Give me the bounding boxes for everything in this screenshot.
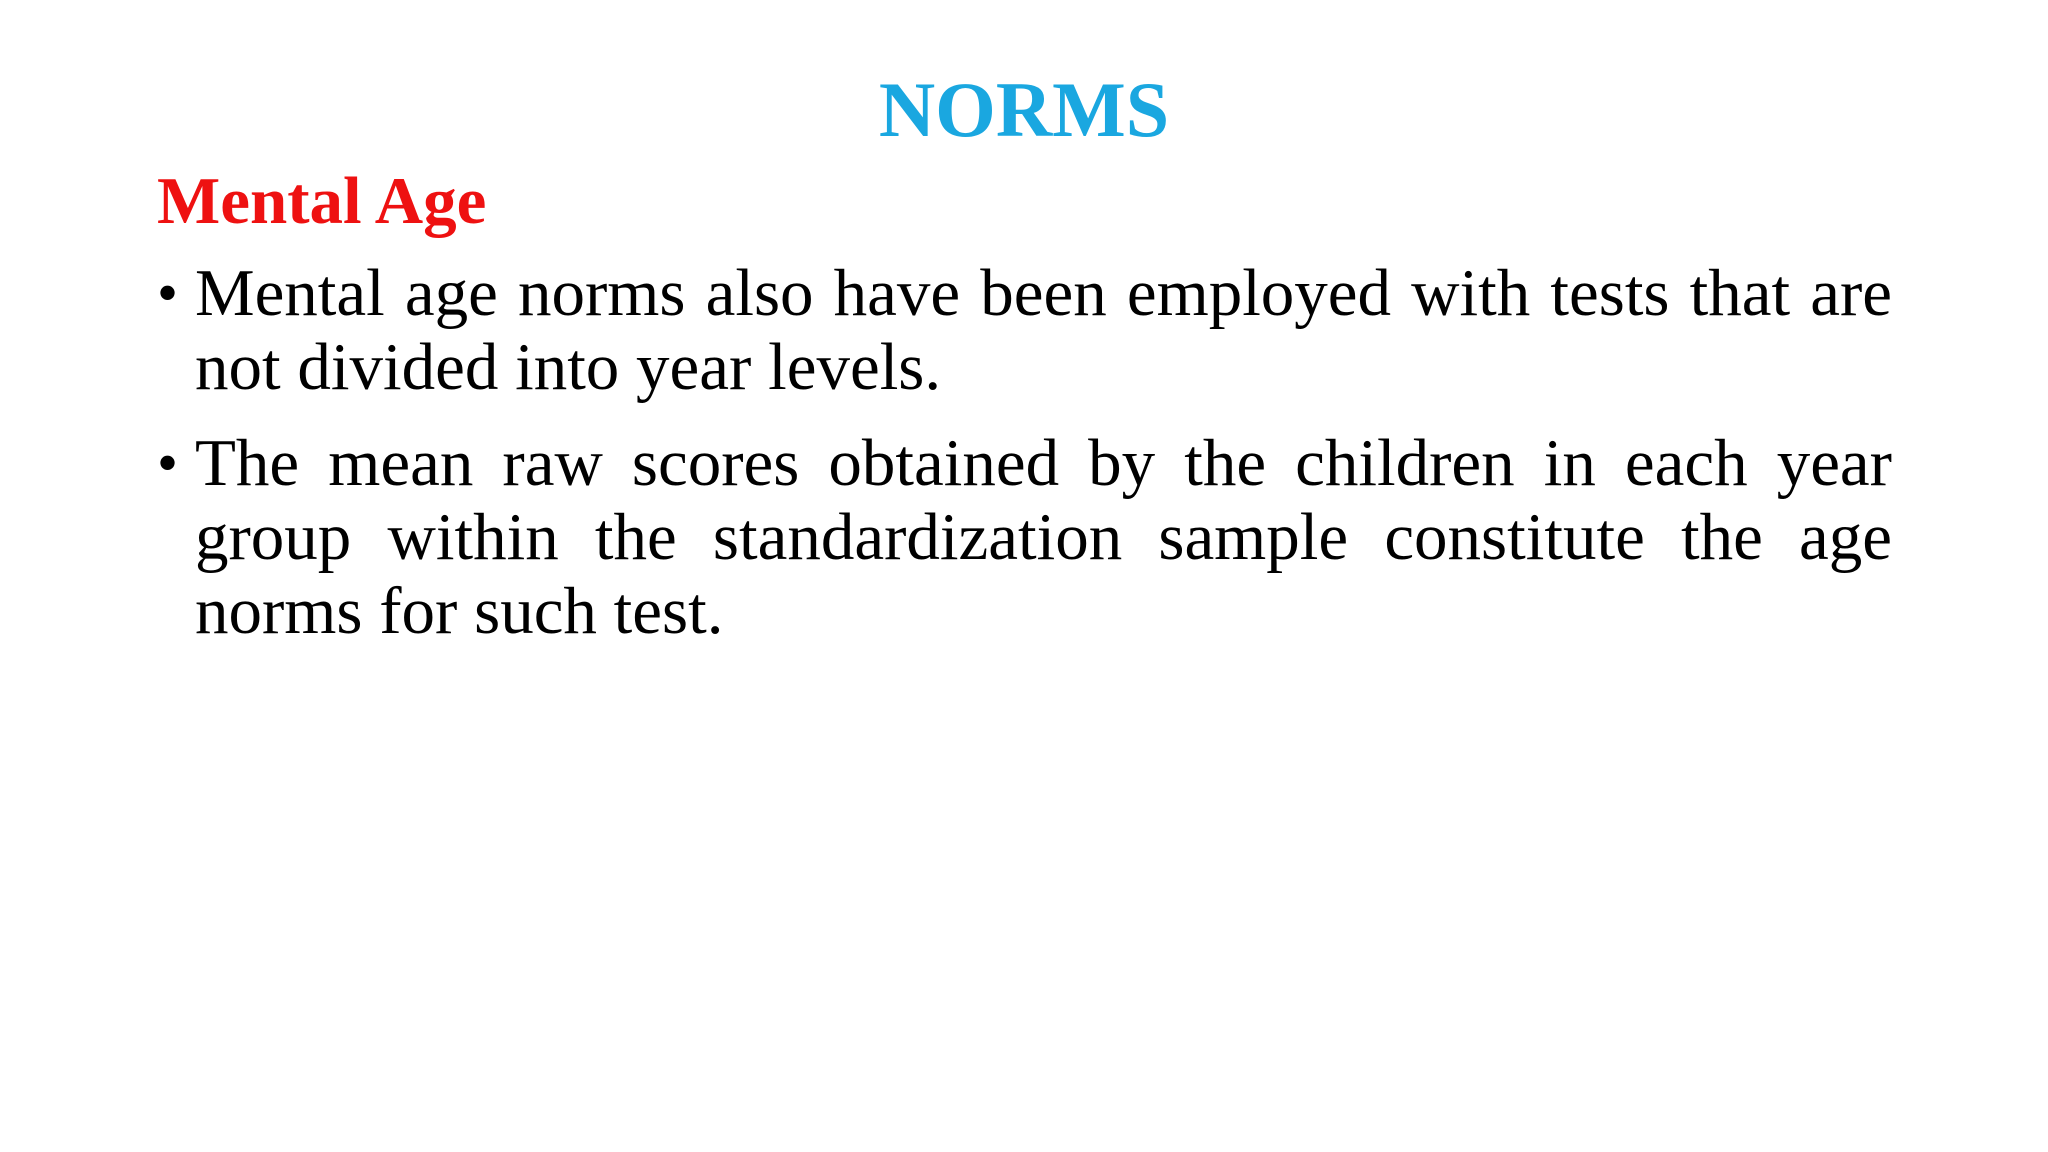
bullet-list [157,256,1892,670]
bullet-icon: • [157,430,179,496]
bullet-icon: • [157,260,179,326]
bullet-item [157,256,1892,404]
bullet-text: Mental age norms also have been employed with tests that are not divided into year levels. [195,256,1892,404]
bullet-text: The mean raw scores obtained by the children in each year group within the standardization sample constitute the age norms for such test. [195,426,1892,648]
section-heading: Mental Age [157,164,487,238]
slide-title: NORMS [878,66,1170,153]
bullet-item [157,426,1892,648]
